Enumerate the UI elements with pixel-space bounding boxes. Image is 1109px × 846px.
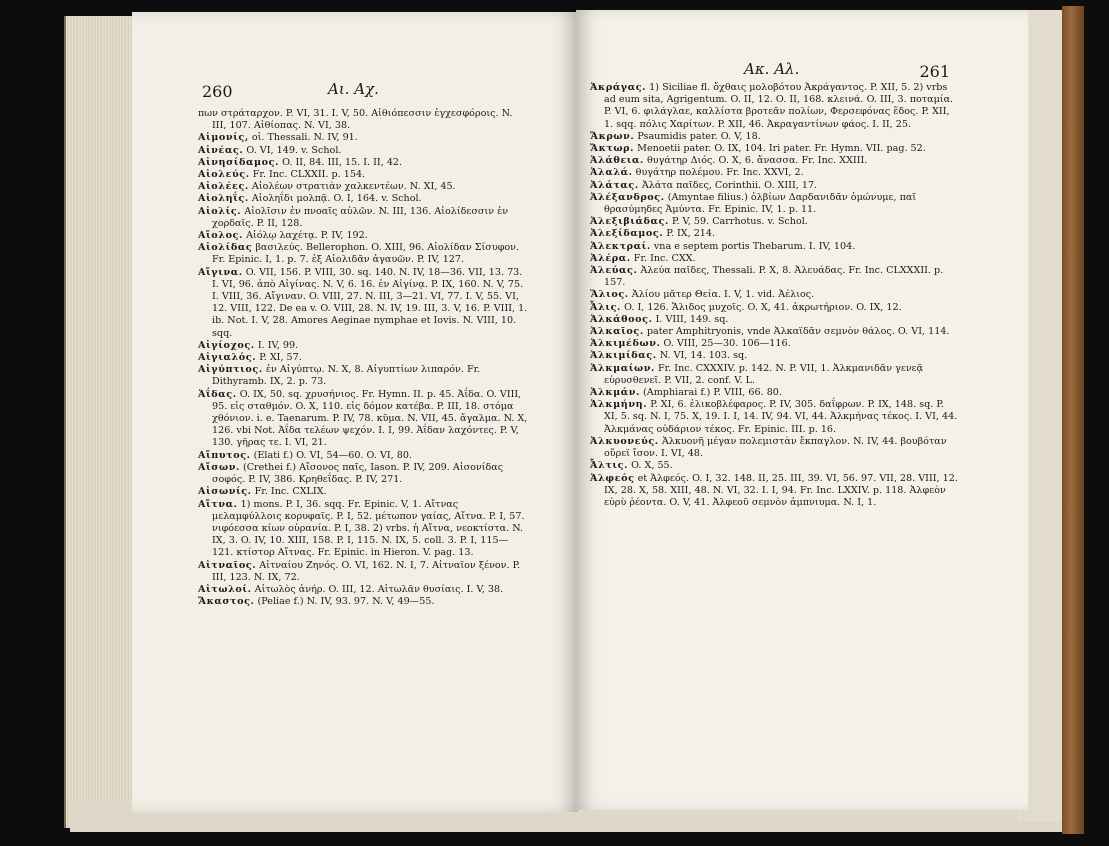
dictionary-entry [198,486,528,498]
entry-lemma: Αἴσων. [198,461,240,473]
dictionary-entry [590,460,960,472]
dictionary-entry [590,228,960,240]
entry-text: pater Amphitryonis, vnde Ἀλκαϊδᾶν σεμνὸν θάλος. O. VI, 114. [646,326,950,338]
dictionary-entry [198,596,528,608]
entry-lemma: Ἀΐδας. [198,388,237,400]
dictionary-entry [198,340,528,352]
dictionary-entry [198,108,528,132]
entry-lemma: Ἀλκιμίδας. [590,350,657,362]
dictionary-entry [198,132,528,144]
entry-lemma: Ἀλάτας. [590,179,639,191]
right-page [576,10,1028,810]
entry-lemma: Ἀλκμάν. [590,387,640,399]
entry-lemma: Ἀλεξιβιάδας. [590,216,669,228]
entry-text: 1) mons. P. I, 36. sqq. Fr. Epinic. V, 1. Αἴτνας μελαμφύλλοις κορυφαῖς. P. I, 52. μέτωπον γαίας, Αἴτνα. P. I, 57. νιφόεσσα κίων οὐρανία. P. I, 38. 2) vrbs. ἡ Αἴτνα, νεοκτίστα. N. IX, 3. O. IV, 10. XIII, 158. P. I, 115. N. IX, 5. coll. 3. P. I, 115—121. κτίστορ Αἴτνας. Fr. Epinic. in Hieron. V. pag. 13. [212,498,525,559]
entry-lemma: Ἀλφεός [590,472,635,484]
entry-text: P. V, 59. Carrhotus. v. Schol. [671,216,808,228]
dictionary-entry [590,265,960,289]
entry-text: Αἰτωλὸς ἀνήρ. O. III, 12. Αἰτωλᾶν θυσίαις. I. V, 38. [254,583,504,595]
entry-text: P. XI, 6. ἑλικοβλέφαρος. P. IV, 305. δαΐφρων. P. IX, 148. sq. P. XI, 5. sq. N. I, 75. X, 19. I. I, 14. IV, 94. VI, 44. Ἀλκμήνας τέκος. I. VI, 44. Ἀλκμάνας οὐδάριον τέκος. Fr. Epinic. III. p. 16. [604,399,958,435]
entry-text: Fr. Inc. CLXXII. p. 154. [252,169,366,181]
entry-lemma: Αἰγύπτιος. [198,364,263,376]
entry-text: O. VII, 156. P. VIII, 30. sq. 140. N. IV, 18—36. VII, 13. 73. I. VI, 96. ἀπὸ Αἰγίνας. N. V, 6. 16. ἐν Αἰγίνᾳ. P. IX, 160. N. V, 75. I. VIII, 36. Αἴγιναν. O. VIII, 27. N. III, 3—21. VI, 77. I. V, 55. VI, 12. VIII, 122. De ea v. O. VIII, 28. N. IV, 19. III, 3. V, 16. P. VIII, 1. ib. Not. I. V, 28. Amores Aeginae nymphae et Iovis. N. VIII, 10. sqq. [212,266,528,339]
entry-text: Fr. Inc. CXLIX. [254,486,327,498]
dictionary-entry [198,352,528,364]
dictionary-entry [198,389,528,450]
left-page-number: 260 [202,82,233,101]
entry-text: (Amyntae filius.) ὀλβίων Δαρδανιδᾶν ὁμώνυμε, παῖ θρασύμηδες Ἀμύντα. Fr. Epinic. IV, 1. p. 11. [604,191,917,216]
dictionary-entry [198,193,528,205]
entry-text: Ἀλεύα παῖδες, Thessali. P. X, 8. Ἀλευάδας. Fr. Inc. CLXXXII. p. 157. [604,265,944,289]
entry-lemma: Αἱμονίς, [198,132,249,144]
left-entries [198,108,528,608]
entry-text: N. VI, 14. 103. sq. [659,350,748,362]
entry-text: Fr. Inc. CXX. [633,252,696,264]
dictionary-entry [198,560,528,584]
entry-lemma: Ἀλεξίδαμος. [590,228,664,240]
entry-lemma: Αἰτναῖος. [198,559,257,571]
left-running-head: Αι. Αχ. [328,80,379,98]
dictionary-entry [198,157,528,169]
entry-lemma: Αἰολέες. [198,181,249,193]
dictionary-entry [590,436,960,460]
entry-text: I. VIII, 149. sq. [655,313,729,325]
entry-text: O. I, 126. Ἄλιδος μυχοῖς. O. X, 41. ἀκρωτήριον. O. IX, 12. [624,301,902,313]
entry-text: Menoetii pater. O. IX, 104. Iri pater. Fr. Hymn. VII. pag. 52. [637,143,926,155]
entry-text: O. IX, 50. sq. χρυσήνιος. Fr. Hymn. II. p. 45. Ἀΐδα. O. VIII, 95. εἰς σταθμόν. O. X, 110. εἰς δόμον κατέβα. P. III, 18. στόμα χθόνιον. i. e. Taenarum. P. IV, 78. κῦμα. N. VII, 45. ἄγαλμα. N. X, 126. vbi Not. Ἀΐδα τελέων ψεχόν. I. I, 99. Ἀΐδαν λαχόντες. P. V, 130. γῆρας τε. I. VI, 21. [212,388,528,449]
entry-text: O. X, 55. [631,460,673,472]
entry-lemma: Ἀλεκτραί. [590,240,651,252]
entry-text: Αἰόλῳ λαχέτᾳ. P. IV, 192. [246,230,368,242]
entry-text: Psaumidis pater. O. V, 18. [637,130,761,142]
entry-lemma: Ἀλκμαίων. [590,362,655,374]
left-page [132,12,578,812]
entry-lemma: Ἀλεύας. [590,265,638,277]
entry-lemma: Ἀλκιμέδων. [590,338,661,350]
entry-text: Αἰτναίου Ζηνός. O. VI, 162. N. I, 7. Αἰτναῖον ξένον. P. III, 123. N. IX, 72. [212,559,521,583]
right-running-head: Ακ. Αλ. [744,60,800,78]
dictionary-entry [198,267,528,340]
entry-lemma: Ἄκτωρ. [590,143,635,155]
entry-lemma: Ἀλκυονεύς. [590,435,659,447]
entry-text: θυγάτηρ πολέμου. Fr. Inc. XXVI, 2. [635,167,804,179]
entry-lemma: Αἴπυτος. [198,449,251,461]
entry-lemma: Αἴτνα. [198,498,238,510]
entry-text: πων στράταρχον. P. VI, 31. I. V, 50. Αἰθιόπεσσιν ἐγχεσφόροις. N. III, 107. Αἰθίοπας. N. VI, 38. [198,108,513,132]
page-edges-left [64,16,138,828]
dictionary-entry [198,242,528,266]
dictionary-entry [590,289,960,301]
entry-lemma: Ἆλις. [590,301,621,313]
entry-text: (Amphiarai f.) P. VIII, 66. 80. [643,387,782,399]
entry-text: βασιλεύς. Bellerophon. O. XIII, 96. Αἰολίδαν Σίσυφον. Fr. Epinic. I, 1. p. 7. ἐξ Αἰολιδᾶν ἀγαυῶν. P. IV, 127. [212,242,520,266]
dictionary-entry [198,145,528,157]
entry-lemma: Ἀκράγας. [590,82,647,93]
entry-lemma: Ἀλαλά. [590,167,633,179]
entry-lemma: Ἀλάθεια. [590,155,644,167]
entry-lemma: Ἄκρων. [590,130,635,142]
dictionary-entry [590,314,960,326]
entry-text: O. VI, 149. v. Schol. [246,144,342,156]
entry-text: Αἰολῖσιν ἐν πνοαῖς αὐλῶν. N. III, 136. Αἰολίδεσσιν ἐν χορδαῖς. P. II, 128. [212,205,509,229]
entry-lemma: Ἅλιος. [590,289,629,301]
dictionary-entry [198,169,528,181]
entry-text: vna e septem portis Thebarum. I. IV, 104. [653,240,856,252]
dictionary-entry [198,181,528,193]
dictionary-entry [590,143,960,155]
dictionary-entry [590,167,960,179]
entry-text: θυγάτηρ Διός. O. X, 6. ἄνασσα. Fr. Inc. XXIII. [647,155,868,167]
dictionary-entry [590,192,960,216]
dictionary-entry [590,155,960,167]
entry-lemma: Αἴολος. [198,230,243,242]
entry-text: P. XI, 57. [259,352,302,364]
dictionary-entry [590,131,960,143]
entry-text: ἐν Αἰγύπτῳ. N. X, 8. Αἰγυπτίων λιπαρόν. Fr. Dithyramb. IX, 2. p. 73. [212,364,481,388]
dictionary-entry [198,584,528,596]
entry-text: O. II, 84. III, 15. I. II, 42. [282,156,403,168]
dictionary-entry [198,499,528,560]
entry-lemma: Αἰγίοχος. [198,339,255,351]
entry-text: Ἀλκυονῆ μέγαν πολεμιστὰν ἔκπαγλον. N. IV, 44. βουβόταν οὔρεϊ ἴσον. I. VI, 48. [604,435,947,460]
entry-lemma: Αἰολίδας [198,242,253,254]
entry-lemma: Αἰνέας. [198,144,244,156]
dictionary-entry [590,399,960,436]
entry-text: 1) Siciliae fl. ὄχθαις μολοβότου Ἀκράγαντος. P. XII, 5. 2) vrbs ad eum sita, Agrigentum. O. II, 12. O. II, 168. κλεινά. O. III, 3. ποταμία. P. VI, 6. φιλάγλαε, καλλίστα βροτεᾶν πολίων, Φερσεφόνας ἕδος. P. XII, 1. sqq. πόλις Χαρίτων. P. XII, 46. Ἀκραγαντίνων φάος. I. II, 25. [604,82,954,130]
dictionary-entry [590,216,960,228]
entry-text: Ἀλίου μᾶτερ Θεία. I. V, 1. vid. Ἀέλιος. [631,289,815,301]
dictionary-entry [590,82,960,131]
entry-text: Ἀλάτα παῖδες, Corinthii. O. XIII, 17. [641,179,818,191]
entry-lemma: Ἀλκαῖος. [590,326,644,338]
entry-lemma: Ἆλτις. [590,460,629,472]
dictionary-entry [198,206,528,230]
entry-lemma: Αἴγινα. [198,266,243,278]
entry-lemma: Αἰολεύς. [198,169,250,181]
entry-text: οἱ. Thessali. N. IV, 91. [251,132,358,144]
dictionary-entry [590,326,960,338]
dictionary-entry [590,473,960,510]
dictionary-entry [590,338,960,350]
entry-lemma: Ἀλκάθοος. [590,313,653,325]
dictionary-entry [590,180,960,192]
entry-text: Fr. Inc. CXXXIV. p. 142. N. P. VII, 1. Ἀλκμανιδᾶν γενεᾷ εὐρυσθενεῖ. P. VII, 2. conf. V. L. [604,362,924,386]
dictionary-entry [198,230,528,242]
entry-text: I. IV, 99. [257,339,299,351]
dictionary-entry [590,363,960,387]
entry-text: P. IX, 214. [666,228,716,240]
entry-lemma: Αἰοληΐς. [198,193,249,205]
entry-lemma: Ἀλκμήνη. [590,399,648,411]
entry-lemma: Αἰολίς. [198,205,242,217]
entry-text: et Ἀλφεός. O. I, 32. 148. II, 25. III, 39. VI, 56. 97. VII, 28. VIII, 12. IX, 28. X, 58. XIII, 48. N. VI, 32. I. I, 94. Fr. Inc. LXXIV. p. 118. Ἀλφεὸν εὐρὺ ῥέοντα. O. V, 41. Ἀλφεοῦ σεμνὸν ἀμπνιυμα. N. I, 1. [604,472,958,508]
entry-text: O. VIII, 25—30. 106—116. [663,338,791,350]
book-cover-right [1062,6,1084,834]
dictionary-entry [198,462,528,486]
entry-lemma: Αἰσωνίς. [198,486,252,498]
entry-text: Αἰολέων στρατιὰν χαλκεντέων. N. XI, 45. [251,181,456,193]
entry-lemma: Ἀλέξανδρος. [590,191,665,203]
right-page-number: 261 [919,62,950,81]
entry-lemma: Αἰγιαλός. [198,352,257,364]
entry-text: (Crethei f.) Αἴσονος παῖς, Iason. P. IV, 209. Αἰσονίδας σοφός. P. IV, 386. Κρηθεΐδας. P. IV, 271. [212,461,504,486]
dictionary-entry [590,350,960,362]
entry-text: (Elati f.) O. VI, 54—60. O. VI, 80. [253,449,413,461]
dictionary-entry [198,450,528,462]
entry-lemma: Ἀλέρα. [590,252,631,264]
right-entries [590,82,960,509]
dictionary-entry [590,302,960,314]
dictionary-entry [590,387,960,399]
entry-text: Αἰοληΐδι μολπᾷ. O. I, 164. v. Schol. [251,193,422,205]
entry-lemma: Αἰνησίδαμος. [198,156,280,168]
dictionary-entry [198,364,528,388]
dictionary-entry [590,241,960,253]
entry-lemma: Αἰτωλοί. [198,583,252,595]
entry-text: (Peliae f.) N. IV, 93. 97. N. V, 49—55. [257,596,435,608]
entry-lemma: Ἄκαστος. [198,596,255,608]
dictionary-entry [590,253,960,265]
